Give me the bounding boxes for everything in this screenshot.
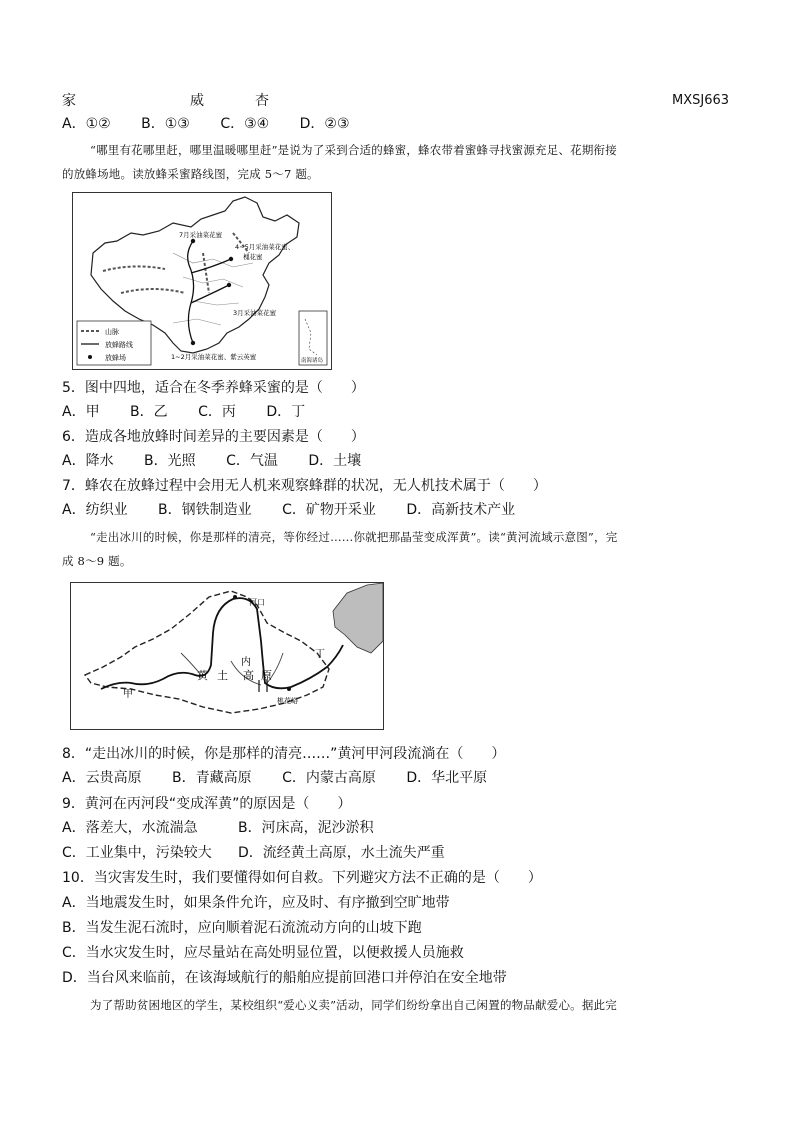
- q7-option-b: B．钢铁制造业: [158, 502, 252, 518]
- bee-route-map: [72, 192, 332, 370]
- q9-option-c: C．工业集中，污染较大: [62, 845, 212, 861]
- south-china-sea-inset: [299, 311, 327, 365]
- hekou-point: [233, 595, 237, 599]
- q10-option-d: D．当台风来临前，在该海域航行的船舶应提前回港口并停泊在安全地带: [62, 970, 507, 986]
- legend-route-label: 放蜂路线: [105, 341, 133, 349]
- intro-paragraph-1-line-2: 的放蜂场地。读放蜂采蜜路线图，完成 5～7 题。: [62, 167, 319, 181]
- legend-mountain-label: 山脉: [105, 328, 119, 336]
- basin-boundary: [85, 591, 329, 713]
- map1-label-bing: 3月采油菜花蜜: [233, 309, 277, 317]
- mountain-range-2: [121, 289, 185, 293]
- header-text-2: 威: [190, 93, 204, 109]
- map1-label-jia: 7月采油菜花蜜: [179, 231, 223, 239]
- q5-options: [62, 402, 331, 422]
- q6-option-b: B．光照: [144, 453, 196, 469]
- legend-site-label: 放蜂场: [105, 354, 126, 362]
- header-text-3: 杏: [255, 93, 269, 109]
- map1-label-yi: 4~5月采油菜花蜜、: [235, 243, 295, 251]
- bee-site-yi: [229, 257, 233, 261]
- q9-option-d: D．流经黄土高原，水土流失严重: [238, 845, 445, 861]
- q7-stem: 7．蜂农在放蜂过程中会用无人机来观察蜂群的状况，无人机技术属于（ ）: [62, 478, 547, 494]
- map2-label-nei: 内: [241, 657, 251, 668]
- legend-site-symbol: [88, 355, 92, 359]
- intro-paragraph-2-line-1: “走出冰川的时候，你是那样的清亮，等你经过……你就把那晶莹变成浑黄”。读“黄河流域示意图”，完: [90, 530, 618, 544]
- yellow-river-basin-map: [70, 582, 384, 730]
- intro-paragraph-1-line-1: “哪里有花哪里赶，哪里温暖哪里赶”是说为了采到合适的蜂蜜，蜂农带着蜜蜂寻找蜜源充足、花期衔接: [90, 143, 617, 157]
- q9-option-a: A．落差大，水流湍急: [62, 820, 198, 836]
- map2-label-hekou: 河口: [249, 598, 265, 607]
- sea-area: [333, 583, 383, 653]
- q6-option-d: D．土壤: [308, 453, 362, 469]
- map2-label-ding: 丁: [315, 649, 325, 660]
- map2-label-tu: 土: [217, 669, 228, 682]
- q8-options: [62, 768, 513, 788]
- q5-option-b: B．乙: [130, 404, 168, 420]
- q10-option-c: C．当水灾发生时，应尽量站在高处明显位置，以便救援人员施救: [62, 945, 464, 961]
- map2-label-huang: 黄: [197, 669, 208, 682]
- map2-label-jia: 甲: [123, 689, 133, 700]
- q9-stem: 9．黄河在丙河段“变成浑黄”的原因是（ ）: [62, 796, 352, 812]
- q7-options: [62, 500, 541, 520]
- q4-option-d: D．②③: [299, 116, 350, 132]
- q8-option-d: D．华北平原: [406, 770, 488, 786]
- intro-paragraph-3: 为了帮助贫困地区的学生，某校组织“爱心义卖”活动，同学们纷纷拿出自己闲置的物品献爱心。据此完: [90, 998, 617, 1012]
- header-text-1: 家: [62, 93, 76, 109]
- q4-option-b: B．①③: [141, 116, 190, 132]
- bee-site-bing: [227, 283, 231, 287]
- q5-option-a: A．甲: [62, 404, 100, 420]
- q5-stem: 5．图中四地，适合在冬季养蜂采蜜的是（ ）: [62, 380, 365, 396]
- q4-options: [62, 114, 376, 134]
- map2-label-taohuayu: 桃花峪: [277, 697, 298, 705]
- q7-option-c: C．矿物开采业: [282, 502, 376, 518]
- q4-option-c: C．③④: [220, 116, 270, 132]
- q6-option-c: C．气温: [226, 453, 278, 469]
- q5-option-d: D．丁: [266, 404, 306, 420]
- q6-stem: 6．造成各地放蜂时间差异的主要因素是（ ）: [62, 429, 365, 445]
- inset-label: 南海诸岛: [301, 358, 324, 364]
- q10-stem: 10．当灾害发生时，我们要懂得如何自救。下列避灾方法不正确的是（ ）: [62, 870, 542, 886]
- q5-option-c: C．丙: [198, 404, 236, 420]
- q6-option-a: A．降水: [62, 453, 114, 469]
- q9-option-b: B．河床高，泥沙淤积: [238, 820, 374, 836]
- q6-options: [62, 451, 387, 471]
- mountain-range-3: [203, 253, 209, 293]
- q8-option-c: C．内蒙古高原: [282, 770, 376, 786]
- q8-option-b: B．青藏高原: [172, 770, 252, 786]
- bee-site-ding: [191, 341, 195, 345]
- map2-label-yuan: 原: [261, 669, 272, 682]
- q7-option-d: D．高新技术产业: [406, 502, 516, 518]
- q7-option-a: A．纺织业: [62, 502, 128, 518]
- taohuayu-point: [287, 687, 291, 691]
- document-code: MXSJ663: [672, 93, 730, 108]
- q10-option-a: A．当地震发生时，如果条件允许，应及时、有序撤到空旷地带: [62, 895, 450, 911]
- q10-option-b: B．当发生泥石流时，应向顺着泥石流流动方向的山坡下跑: [62, 920, 422, 936]
- map1-label-ding: 1~2月采油菜花蜜、紫云英蜜: [171, 353, 257, 361]
- map1-label-yi-2: 槐花蜜: [243, 253, 263, 261]
- mountain-range-1: [103, 266, 165, 271]
- bee-site-jia: [191, 239, 195, 243]
- q8-option-a: A．云贵高原: [62, 770, 142, 786]
- map2-label-gao: 高: [243, 669, 254, 682]
- intro-paragraph-2-line-2: 成 8～9 题。: [62, 554, 132, 568]
- bee-route-line: [188, 241, 231, 343]
- q8-stem: 8．“走出冰川的时候，你是那样的清亮……”黄河甲河段流淌在（ ）: [62, 746, 506, 762]
- q4-option-a: A．①②: [62, 116, 111, 132]
